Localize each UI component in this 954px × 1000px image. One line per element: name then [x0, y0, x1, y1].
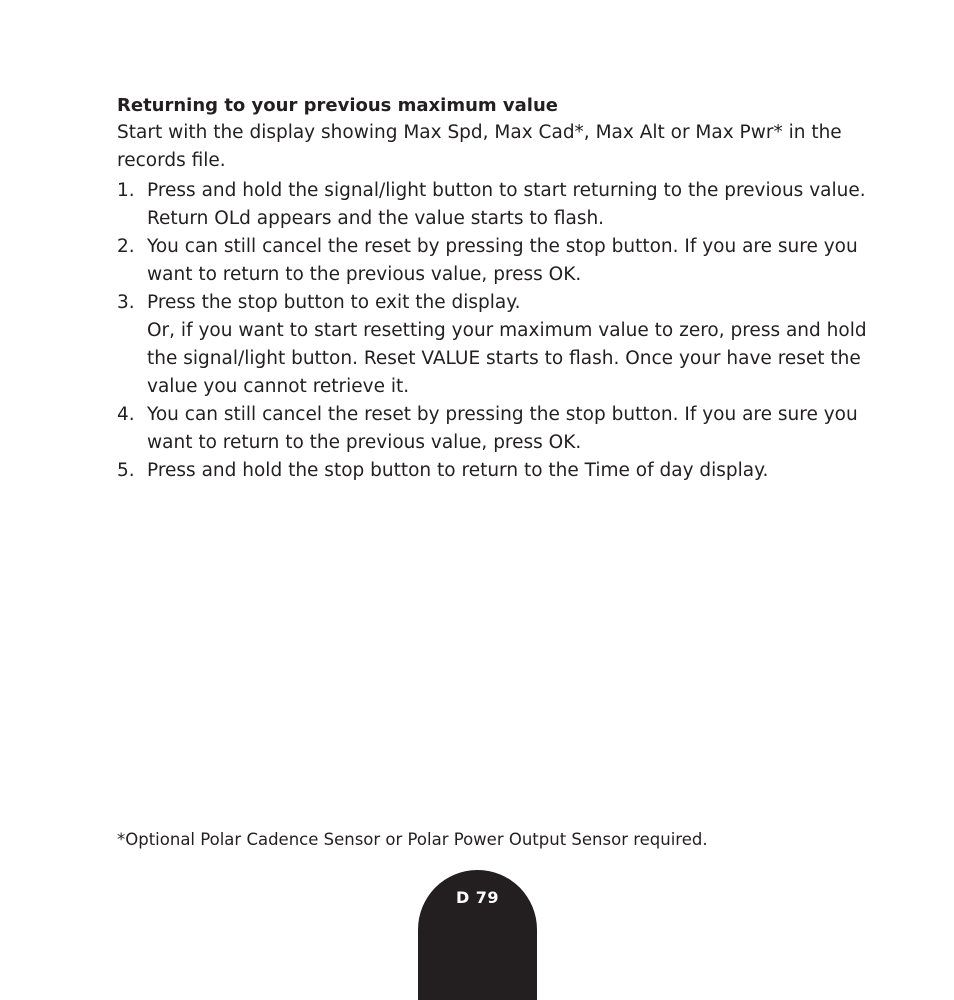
step-extra-text: Or, if you want to start resetting your maximum value to zero, press and hold the signal/light button. Reset VALUE starts to flash. Once your have reset the value you cannot retrieve it.	[147, 320, 867, 397]
step-number: 4.	[117, 404, 135, 425]
list-item	[117, 401, 877, 457]
steps-list	[117, 177, 877, 485]
step-number: 1.	[117, 180, 135, 201]
step-text: Press the stop button to exit the display.	[147, 292, 521, 313]
step-text: Press and hold the signal/light button to start returning to the previous value. Return OLd appears and the value starts to flash.	[147, 180, 866, 229]
step-number: 2.	[117, 236, 135, 257]
page-number-tab	[418, 870, 537, 1000]
page-number: D 79	[455, 888, 500, 907]
step-text: You can still cancel the reset by pressing the stop button. If you are sure you want to return to the previous value, press OK.	[147, 404, 858, 453]
step-text: You can still cancel the reset by pressing the stop button. If you are sure you want to return to the previous value, press OK.	[147, 236, 858, 285]
footnote: *Optional Polar Cadence Sensor or Polar Power Output Sensor required.	[117, 830, 708, 849]
list-item	[117, 457, 877, 485]
intro-paragraph: Start with the display showing Max Spd, Max Cad*, Max Alt or Max Pwr* in the records file.	[117, 122, 842, 171]
instruction-section	[117, 93, 877, 485]
step-number: 3.	[117, 292, 135, 313]
list-item	[117, 289, 877, 401]
step-number: 5.	[117, 460, 135, 481]
step-text: Press and hold the stop button to return to the Time of day display.	[147, 460, 769, 481]
list-item	[117, 177, 877, 233]
list-item	[117, 233, 877, 289]
section-heading: Returning to your previous maximum value	[117, 95, 558, 116]
